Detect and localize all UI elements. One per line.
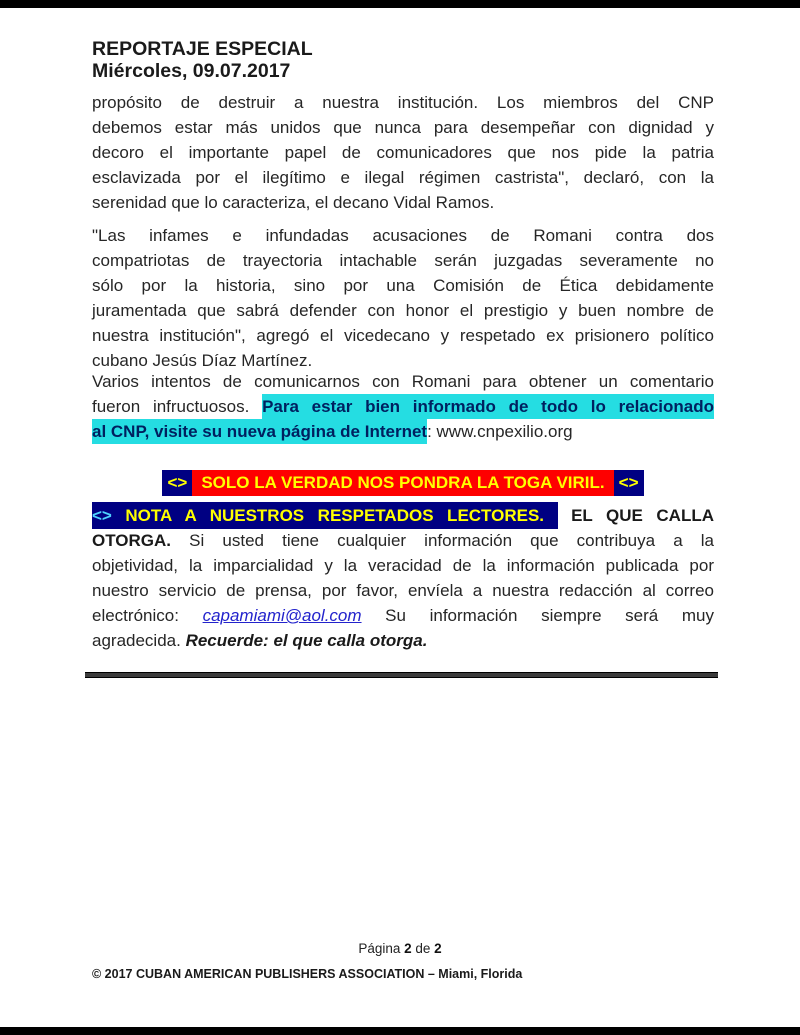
text-line [92, 248, 714, 273]
text-segment: esclavizada por el ilegítimo e ilegal régimen castrista", declaró, con la [92, 168, 714, 187]
text-segment: NOTA A NUESTROS RESPETADOS LECTORES. [125, 502, 557, 529]
text-segment: Varios intentos de comunicarnos con Romani para obtener un comentario [92, 372, 714, 391]
text-line [92, 90, 714, 115]
text-segment: EL QUE CALLA [571, 506, 714, 525]
paragraph-nota-lectores [92, 503, 714, 653]
page-number-total: 2 [434, 941, 442, 956]
text-segment: juramentada que sabrá defender con honor el prestigio y buen nombre de [92, 301, 714, 320]
report-title: REPORTAJE ESPECIAL [92, 38, 313, 60]
paragraph-intentos-contacto [92, 369, 714, 444]
text-segment: al CNP, visite su nueva página de Internet [92, 419, 427, 444]
text-line [92, 323, 714, 348]
paragraph-declaracion-decano [92, 90, 714, 215]
text-segment: debemos estar más unidos que nunca para desempeñar con dignidad y [92, 118, 714, 137]
paragraph-vicedecano [92, 223, 714, 373]
scan-edge-bar-bottom [0, 1027, 800, 1035]
page-number-current: 2 [404, 941, 412, 956]
slogan-text: SOLO LA VERDAD NOS PONDRA LA TOGA VIRIL. [192, 470, 613, 496]
text-segment: fueron infructuosos. [92, 397, 263, 416]
text-line [92, 553, 714, 578]
scan-edge-bar-top [0, 0, 800, 8]
text-segment: objetividad, la imparcialidad y la veracidad de la información publicada por [92, 556, 714, 575]
text-line [92, 528, 714, 553]
text-segment: sólo por la historia, sino por una Comisión de Ética debidamente [92, 276, 714, 295]
text-line [92, 394, 714, 419]
text-line [92, 369, 714, 394]
text-segment: Para estar bien informado de todo lo relacionado [262, 394, 714, 419]
text-segment [558, 506, 572, 525]
text-line [92, 140, 714, 165]
text-line [92, 298, 714, 323]
text-segment: decoro el importante papel de comunicadores que nos pide la patria [92, 143, 714, 162]
text-segment: Si usted tiene cualquier información que contribuya a la [189, 531, 715, 550]
text-segment: compatriotas de trayectoria intachable serán juzgadas severamente no [92, 251, 714, 270]
text-line [92, 223, 714, 248]
text-line [92, 503, 714, 528]
text-line [92, 419, 714, 444]
text-segment: serenidad que lo caracteriza, el decano Vidal Ramos. [92, 193, 495, 212]
text-segment: propósito de destruir a nuestra institución. Los miembros del CNP [92, 93, 714, 112]
text-segment: <> [92, 502, 125, 529]
text-line [92, 628, 714, 653]
text-line [92, 603, 714, 628]
divider-rule [85, 672, 718, 678]
text-segment: nuestra institución", agregó el vicedecano y respetado ex prisionero político [92, 326, 714, 345]
text-line [92, 165, 714, 190]
report-header [92, 38, 714, 82]
text-segment: cubano Jesús Díaz Martínez. [92, 351, 313, 370]
page-number [0, 941, 800, 956]
slogan-banner [92, 470, 714, 496]
text-line [92, 115, 714, 140]
text-line [92, 190, 714, 215]
text-segment: Su información siempre será muy [361, 606, 714, 625]
text-line [92, 578, 714, 603]
text-segment: nuestro servicio de prensa, por favor, envíela a nuestra redacción al correo [92, 581, 714, 600]
chevron-left-icon: <> [162, 470, 192, 496]
chevron-right-icon: <> [614, 470, 644, 496]
text-line [92, 273, 714, 298]
report-date: Miércoles, 09.07.2017 [92, 60, 291, 82]
page-number-prefix: Página [358, 941, 405, 956]
text-segment: Recuerde: el que calla otorga. [185, 631, 428, 650]
copyright-line: © 2017 CUBAN AMERICAN PUBLISHERS ASSOCIATION – Miami, Florida [92, 967, 523, 981]
email-link[interactable]: capamiami@aol.com [202, 606, 362, 625]
text-segment: OTORGA. [92, 531, 190, 550]
text-segment: agradecida. [92, 631, 186, 650]
text-segment: : www.cnpexilio.org [427, 422, 573, 441]
text-segment: electrónico: [92, 606, 203, 625]
text-segment: "Las infames e infundadas acusaciones de Romani contra dos [92, 226, 714, 245]
page-number-separator: de [411, 941, 435, 956]
